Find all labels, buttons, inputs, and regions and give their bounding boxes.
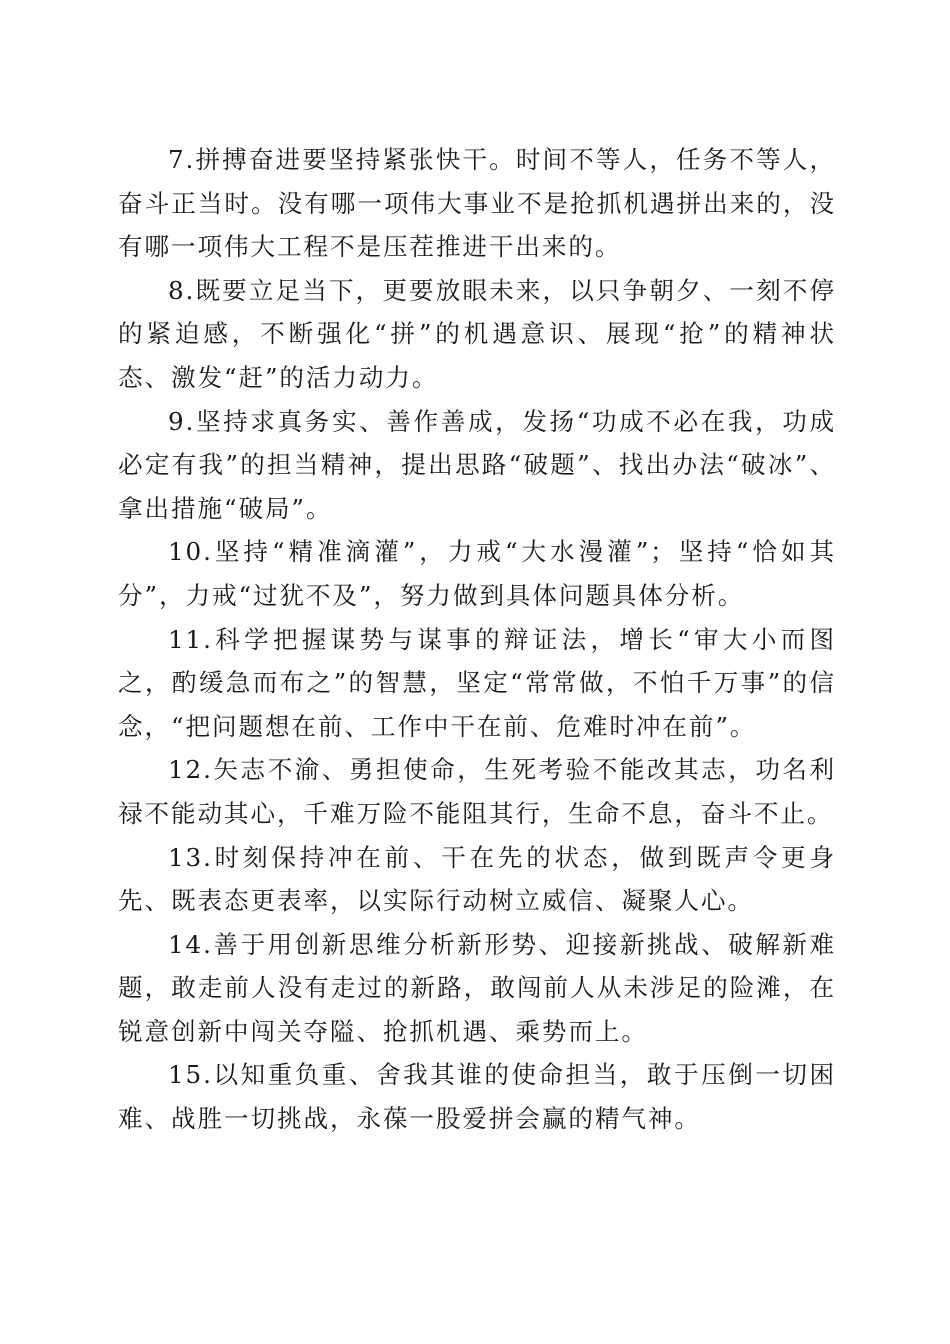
paragraph-13 <box>118 836 836 923</box>
paragraph-text: 矢志不渝、勇担使命，生死考验不能改其志，功名利禄不能动其心，千难万险不能阻其行，生命不息，奋斗不止。 <box>118 755 836 828</box>
paragraph-15 <box>118 1053 836 1140</box>
paragraph-number: 12. <box>168 755 213 785</box>
paragraph-9 <box>118 400 836 531</box>
paragraph-text: 科学把握谋势与谋事的辩证法，增长“审大小而图之，酌缓急而布之”的智慧，坚定“常常做，不怕千万事”的信念，“把问题想在前、工作中干在前、危难时冲在前”。 <box>118 624 836 741</box>
paragraph-text: 拼搏奋进要坚持紧张快干。时间不等人，任务不等人，奋斗正当时。没有哪一项伟大事业不是抢抓机遇拼出来的，没有哪一项伟大工程不是压茬推进干出来的。 <box>118 145 836 262</box>
paragraph-number: 7. <box>168 145 196 174</box>
paragraph-14 <box>118 923 836 1054</box>
document-body <box>118 138 836 1141</box>
paragraph-number: 9. <box>168 406 196 436</box>
paragraph-text: 坚持求真务实、善作善成，发扬“功成不必在我，功成必定有我”的担当精神，提出思路“破题”、找出办法“破冰”、拿出措施“破局”。 <box>118 406 836 523</box>
paragraph-12 <box>118 748 836 835</box>
paragraph-11 <box>118 618 836 749</box>
paragraph-text: 以知重负重、舍我其谁的使命担当，敢于压倒一切困难、战胜一切挑战，永葆一股爱拼会赢的精气神。 <box>118 1060 836 1134</box>
paragraph-number: 8. <box>168 275 196 305</box>
paragraph-text: 善于用创新思维分析新形势、迎接新挑战、破解新难题，敢走前人没有走过的新路，敢闯前人从未涉足的险滩，在锐意创新中闯关夺隘、抢抓机遇、乘势而上。 <box>118 929 836 1046</box>
paragraph-8 <box>118 269 836 400</box>
paragraph-number: 13. <box>168 842 213 872</box>
paragraph-number: 15. <box>168 1060 213 1090</box>
paragraph-number: 11. <box>168 624 213 654</box>
paragraph-text: 既要立足当下，更要放眼未来，以只争朝夕、一刻不停的紧迫感，不断强化“拼”的机遇意识、展现“抢”的精神状态、激发“赶”的活力动力。 <box>118 275 836 392</box>
paragraph-number: 10. <box>168 537 213 567</box>
paragraph-number: 14. <box>168 929 213 959</box>
paragraph-10 <box>118 530 836 617</box>
paragraph-text: 坚持“精准滴灌”，力戒“大水漫灌”；坚持“恰如其分”，力戒“过犹不及”，努力做到具体问题具体分析。 <box>118 537 836 610</box>
paragraph-text: 时刻保持冲在前、干在先的状态，做到既声令更身先、既表态更表率，以实际行动树立威信、凝聚人心。 <box>118 842 836 916</box>
paragraph-7 <box>118 138 836 269</box>
